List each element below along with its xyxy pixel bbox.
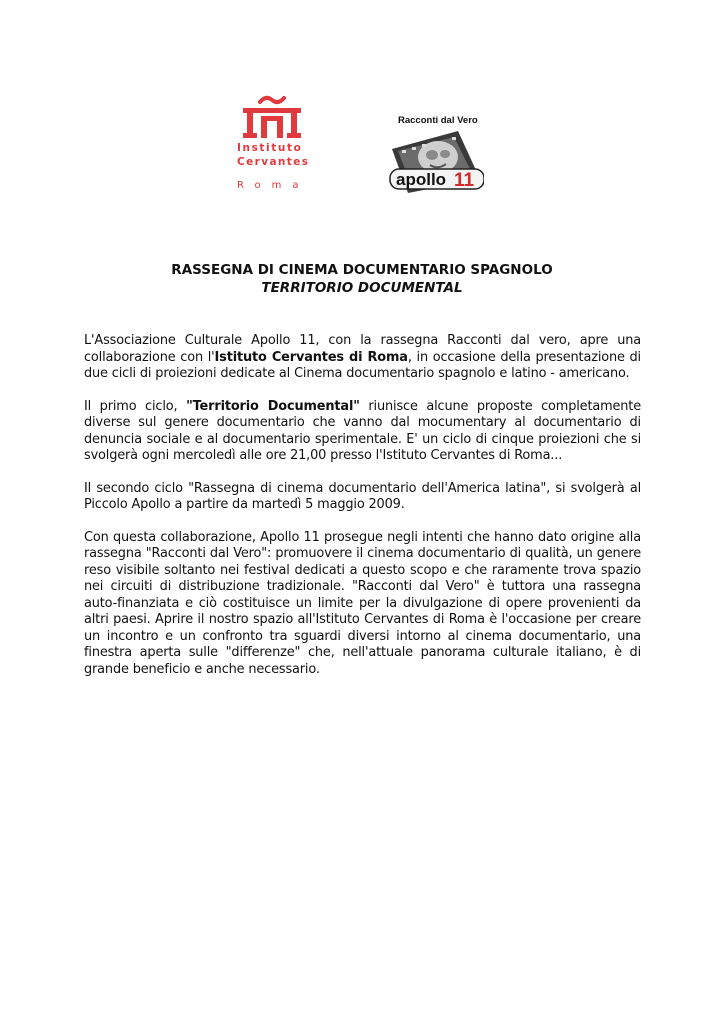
racconti-dal-vero-caption: Racconti dal Vero	[398, 115, 478, 126]
document-body	[84, 333, 641, 694]
paragraph-first-cycle-text-a: Il primo ciclo,	[84, 398, 187, 414]
apollo-11-film-icon	[388, 129, 484, 193]
document-subtitle: TERRITORIO DOCUMENTAL	[261, 280, 463, 296]
apollo-wordmark: apollo	[396, 170, 447, 189]
instituto-cervantes-logo	[232, 92, 312, 202]
document-title: RASSEGNA DI CINEMA DOCUMENTARIO SPAGNOLO	[171, 262, 553, 278]
paragraph-intro-text-a: L'Associazione Culturale Apollo 11, con la rassegna Racconti dal vero, apre una collaborazione con l'	[84, 333, 641, 365]
paragraph-intro-bold: Istituto Cervantes di Roma	[214, 349, 408, 365]
paragraph-second-cycle: Il secondo ciclo "Rassegna di cinema documentario dell'America latina", si svolgerà al Piccolo Apollo a partire da martedì 5 maggio 2009.	[84, 480, 641, 512]
cervantes-logo-line2: Cervantes	[237, 156, 310, 168]
paragraph-collaboration: Con questa collaborazione, Apollo 11 prosegue negli intenti che hanno dato origine alla rassegna "Racconti dal Vero": promuovere il cinema documentario di qualità, un genere reso visibile soltanto nei festival dedicati a questo scopo e che raramente trova spazio nei circuiti di distribuzione tradizionale. "Racconti dal Vero" è tuttora una rassegna auto-finanziata e ciò costituisce un limite per la divulgazione di opere provenienti da altri paesi. Aprire il nostro spazio all'Istituto Cervantes di Roma è l'occasione per creare un incontro e un confronto tra sguardi diversi intorno al cinema documentario, una finestra aperta sulle "differenze" che, nell'attuale panorama culturale italiano, è di grande beneficio e anche necessario.	[84, 529, 641, 677]
cervantes-logo-line1: Instituto	[237, 142, 303, 154]
paragraph-first-cycle	[84, 399, 641, 465]
cervantes-emblem-icon	[237, 92, 307, 148]
paragraph-first-cycle-text-c: riunisce alcune proposte completamente diverse sul genere documentario che vanno dal mocumentary al documentario di denuncia sociale e al documentario sperimentale. E' un ciclo di cinque proiezioni che si svolgerà ogni mercoledì alle ore 21,00 presso l'Istituto Cervantes di Roma...	[84, 398, 641, 463]
paragraph-intro	[84, 333, 641, 383]
apollo-11-logo	[386, 113, 486, 195]
cervantes-logo-city: Roma	[237, 180, 310, 191]
paragraph-intro-text-c: , in occasione della presentazione di due cicli di proiezioni dedicate al Cinema documentario spagnolo e latino - americano.	[84, 349, 641, 381]
apollo-number: 11	[454, 170, 475, 191]
paragraph-first-cycle-bold: "Territorio Documental"	[186, 398, 360, 414]
